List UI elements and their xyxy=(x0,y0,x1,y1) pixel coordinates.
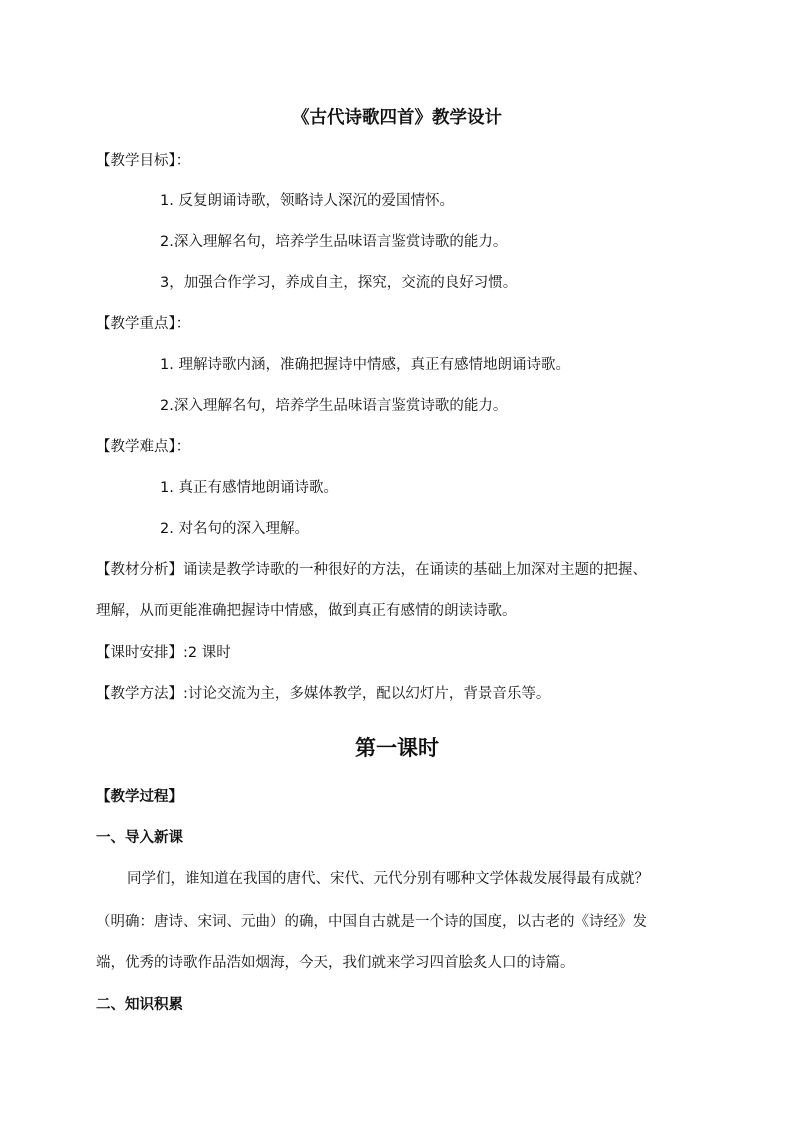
difficulty-item: 2. 对名句的深入理解。 xyxy=(160,521,309,537)
process-heading: 【教学过程】 xyxy=(96,789,183,805)
document-title: 《古代诗歌四首》教学设计 xyxy=(292,108,502,128)
analysis-line-2: 理解，从而更能准确把握诗中情感，做到真正有感情的朗读诗歌。 xyxy=(96,603,517,619)
analysis-heading: 【教材分析】 xyxy=(96,562,183,578)
schedule-value: :2 课时 xyxy=(183,645,231,661)
section-2-heading: 二、知识积累 xyxy=(96,997,183,1013)
method-heading: 【教学方法】 xyxy=(96,686,183,702)
schedule-heading: 【课时安排】 xyxy=(96,645,183,661)
lesson-title: 第一课时 xyxy=(355,736,439,760)
method-line xyxy=(96,684,550,704)
difficulty-item: 1. 真正有感情地朗诵诗歌。 xyxy=(160,480,338,496)
section-1-line-1: 同学们，谁知道在我国的唐代、宋代、元代分别有哪种文学体裁发展得最有成就？ xyxy=(127,871,649,887)
section-1-heading: 一、导入新课 xyxy=(96,830,183,846)
key-point-item: 2.深入理解名句，培养学生品味语言鉴赏诗歌的能力。 xyxy=(160,398,508,414)
section-1-line-2: （明确：唐诗、宋词、元曲）的确，中国自古就是一个诗的国度，以古老的《诗经》发 xyxy=(96,914,647,930)
schedule-line xyxy=(96,643,231,663)
objectives-heading: 【教学目标】： xyxy=(96,153,191,169)
method-value: :讨论交流为主，多媒体教学，配以幻灯片，背景音乐等。 xyxy=(183,686,551,702)
objective-item: 3，加强合作学习，养成自主，探究，交流的良好习惯。 xyxy=(160,275,518,291)
analysis-line-1 xyxy=(96,560,647,580)
objective-item: 1. 反复朗诵诗歌，领略诗人深沉的爱国情怀。 xyxy=(160,193,454,209)
key-points-heading: 【教学重点】： xyxy=(96,316,191,332)
section-1-line-3: 端，优秀的诗歌作品浩如烟海，今天，我们就来学习四首脍炙人口的诗篇。 xyxy=(96,955,575,971)
difficulties-heading: 【教学难点】： xyxy=(96,439,191,455)
analysis-text: 诵读是教学诗歌的一种很好的方法，在诵读的基础上加深对主题的把握、 xyxy=(183,562,647,578)
key-point-item: 1. 理解诗歌内涵，准确把握诗中情感，真正有感情地朗诵诗歌。 xyxy=(160,357,570,373)
objective-item: 2.深入理解名句，培养学生品味语言鉴赏诗歌的能力。 xyxy=(160,234,508,250)
